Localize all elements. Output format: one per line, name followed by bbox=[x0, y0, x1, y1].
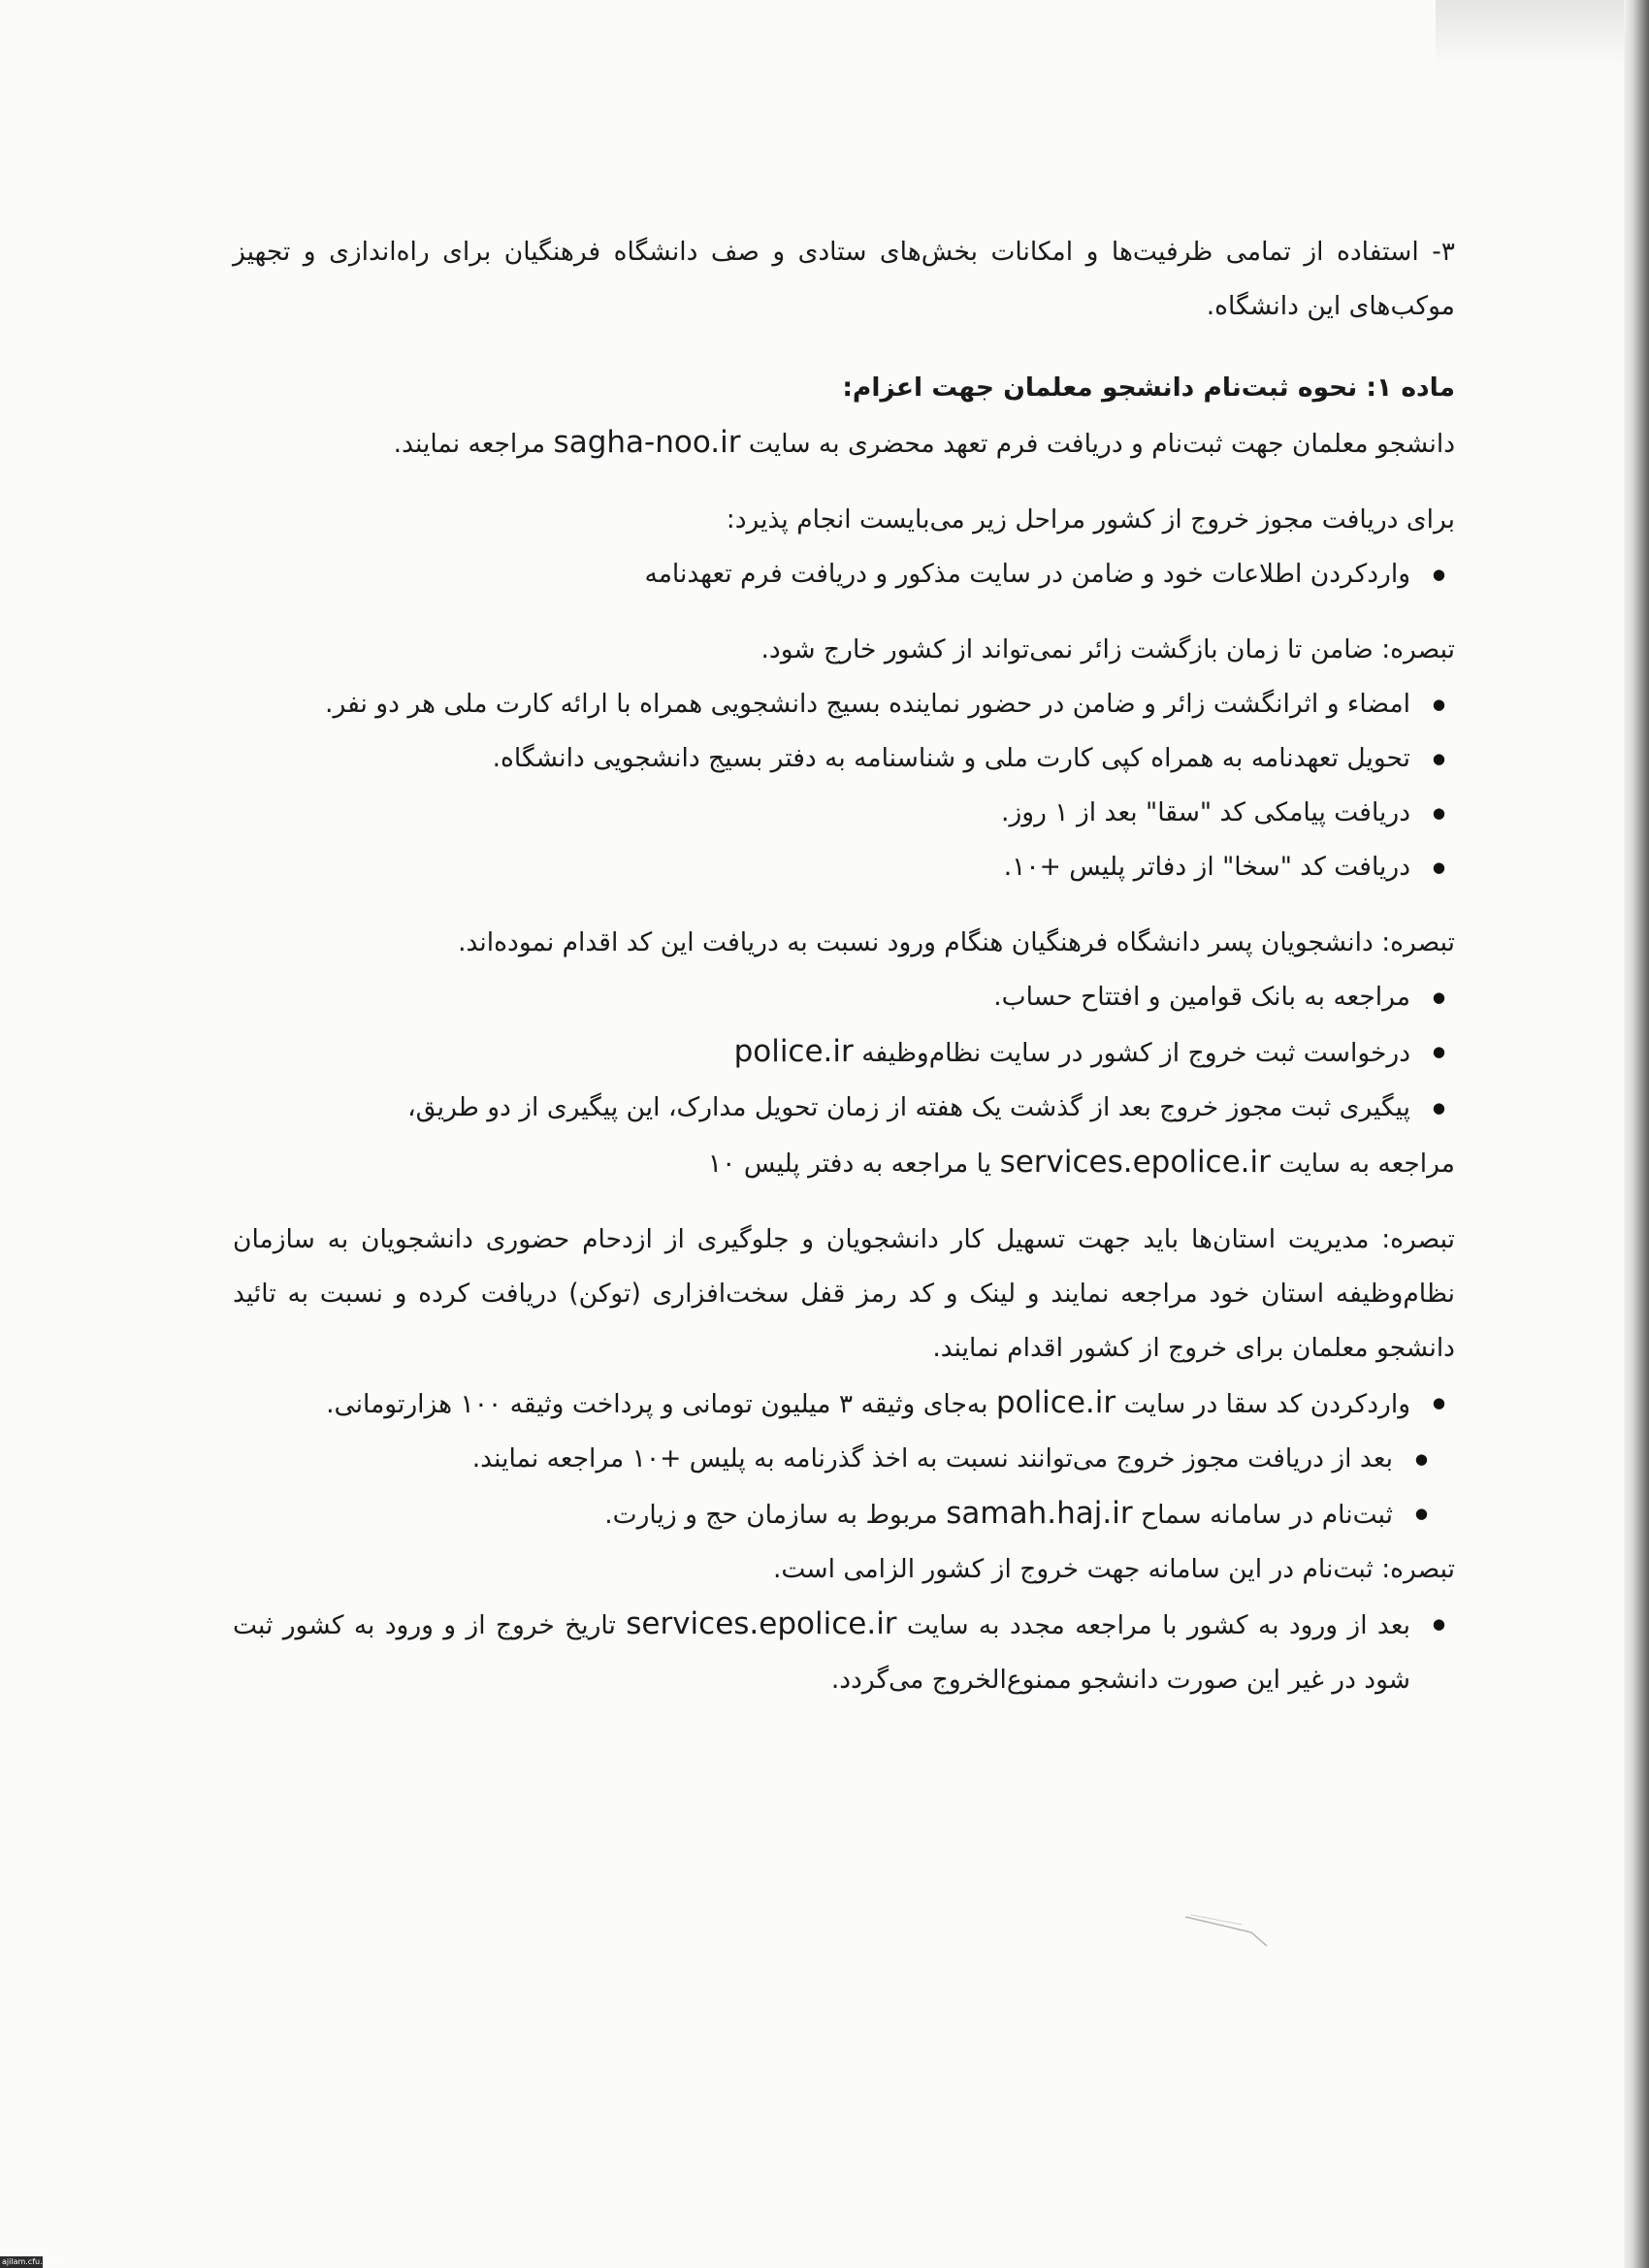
footer-watermark-text: ajilam.cfu.ac.ir bbox=[2, 2257, 59, 2266]
bullet-list-3 bbox=[233, 970, 1455, 1135]
samah-text-before: ثبت‌نام در سامانه سماح bbox=[1141, 1500, 1393, 1530]
list-item-deliver: ● تحویل تعهدنامه به همراه کپی کارت ملی و شناسنامه به دفتر بسیج دانشجویی دانشگاه. bbox=[233, 731, 1455, 786]
scan-shadow-top bbox=[1436, 0, 1649, 68]
bullet-list-2 bbox=[233, 677, 1455, 894]
police-url: police.ir bbox=[733, 1034, 854, 1069]
bullet-list-5 bbox=[233, 1432, 1455, 1542]
bullet-list-6 bbox=[233, 1597, 1455, 1707]
document-body bbox=[233, 225, 1455, 1707]
return-text-after: تاریخ خروج از و ورود به کشور ثبت شود در غیر این صورت دانشجو ممنوع‌الخروج می‌گردد. bbox=[233, 1610, 1410, 1695]
epolice-url: services.epolice.ir bbox=[999, 1145, 1271, 1180]
steps-intro: برای دریافت مجوز خروج از کشور مراحل زیر می‌بایست انجام پذیرد: bbox=[726, 504, 1455, 535]
bullet-list-4 bbox=[233, 1376, 1455, 1432]
list-item-passport: ● بعد از دریافت مجوز خروج می‌توانند نسبت به اخذ گذرنامه به پلیس +۱۰ مراجعه نمایند. bbox=[233, 1432, 1455, 1486]
list-item-follow: ● پیگیری ثبت مجوز خروج بعد از گذشت یک هفته از زمان تحویل مدارک، این پیگیری از دو طریق، bbox=[233, 1081, 1455, 1135]
sagha-url: sagha-noo.ir bbox=[553, 425, 741, 460]
police-url-2: police.ir bbox=[995, 1385, 1116, 1420]
saqa-text-after: به‌جای وثیقه ۳ میلیون تومانی و پرداخت وثیقه ۱۰۰ هزارتومانی. bbox=[326, 1389, 988, 1419]
list-item-sakha: ● دریافت کد "سخا" از دفاتر پلیس +۱۰. bbox=[233, 840, 1455, 894]
scan-smudge-mark bbox=[1183, 1911, 1271, 1950]
intro-paragraph: ۳- استفاده از تمامی ظرفیت‌ها و امکانات بخش‌های ستادی و صف دانشگاه فرهنگیان برای راه‌اندازی و تجهیز موکب‌های این دانشگاه. bbox=[233, 237, 1455, 321]
saqa-text-before: واردکردن کد سقا در سایت bbox=[1123, 1389, 1410, 1419]
list-item-entry: ● واردکردن اطلاعات خود و ضامن در سایت مذکور و دریافت فرم تعهدنامه bbox=[233, 547, 1455, 601]
note-guarantor: تبصره: ضامن تا زمان بازگشت زائر نمی‌تواند از کشور خارج شود. bbox=[760, 634, 1455, 664]
registration-text-before: دانشجو معلمان جهت ثبت‌نام و دریافت فرم تعهد محضری به سایت bbox=[748, 429, 1455, 459]
samah-text-after: مربوط به سازمان حج و زیارت. bbox=[604, 1500, 938, 1530]
list-item-bank: ● مراجعه به بانک قوامین و افتتاح حساب. bbox=[233, 970, 1455, 1024]
scan-shadow-right-edge bbox=[1624, 0, 1649, 2268]
request-text: درخواست ثبت خروج از کشور در سایت نظام‌وظیفه bbox=[861, 1038, 1410, 1068]
return-text-before: بعد از ورود به کشور با مراجعه مجدد به سایت bbox=[906, 1610, 1410, 1640]
list-item-return bbox=[233, 1597, 1455, 1707]
list-item-sms: ● دریافت پیامکی کد "سقا" بعد از ۱ روز. bbox=[233, 786, 1455, 840]
note-samah: تبصره: ثبت‌نام در این سامانه جهت خروج از کشور الزامی است. bbox=[772, 1554, 1455, 1584]
follow-text-before: مراجعه به سایت bbox=[1278, 1149, 1455, 1179]
article-heading: ماده ۱: نحوه ثبت‌نام دانشجو معلمان جهت اعزام: bbox=[842, 373, 1455, 403]
epolice-url-2: services.epolice.ir bbox=[626, 1606, 897, 1641]
follow-text-after: یا مراجعه به دفتر پلیس ۱۰ bbox=[707, 1149, 992, 1179]
registration-text-after: مراجعه نمایند. bbox=[393, 429, 546, 459]
note-provinces: تبصره: مدیریت استان‌ها باید جهت تسهیل کار دانشجویان و جلوگیری از ازدحام حضوری دانشجویان به سازمان نظام‌وظیفه استان خود مراجعه نمایند و لینک و کد رمز قفل سخت‌افزاری (توکن) دریافت کرده و نسبت به تائید دانشجو معلمان برای خروج از کشور اقدام نمایند. bbox=[233, 1224, 1455, 1363]
registration-paragraph bbox=[233, 415, 1455, 471]
footer-watermark-strip bbox=[0, 2256, 59, 2268]
list-item-samah bbox=[233, 1486, 1455, 1542]
list-item-sign: ● امضاء و اثرانگشت زائر و ضامن در حضور نماینده بسیج دانشجویی همراه با ارائه کارت ملی هر دو نفر. bbox=[233, 677, 1455, 731]
note-male-students: تبصره: دانشجویان پسر دانشگاه فرهنگیان هنگام ورود نسبت به دریافت این کد اقدام نموده‌اند. bbox=[458, 927, 1455, 957]
bullet-list-1 bbox=[233, 547, 1455, 601]
samah-url: samah.haj.ir bbox=[946, 1496, 1133, 1531]
follow-continuation bbox=[233, 1135, 1455, 1191]
list-item-request bbox=[233, 1024, 1455, 1081]
list-item-saqa-code bbox=[233, 1376, 1455, 1432]
